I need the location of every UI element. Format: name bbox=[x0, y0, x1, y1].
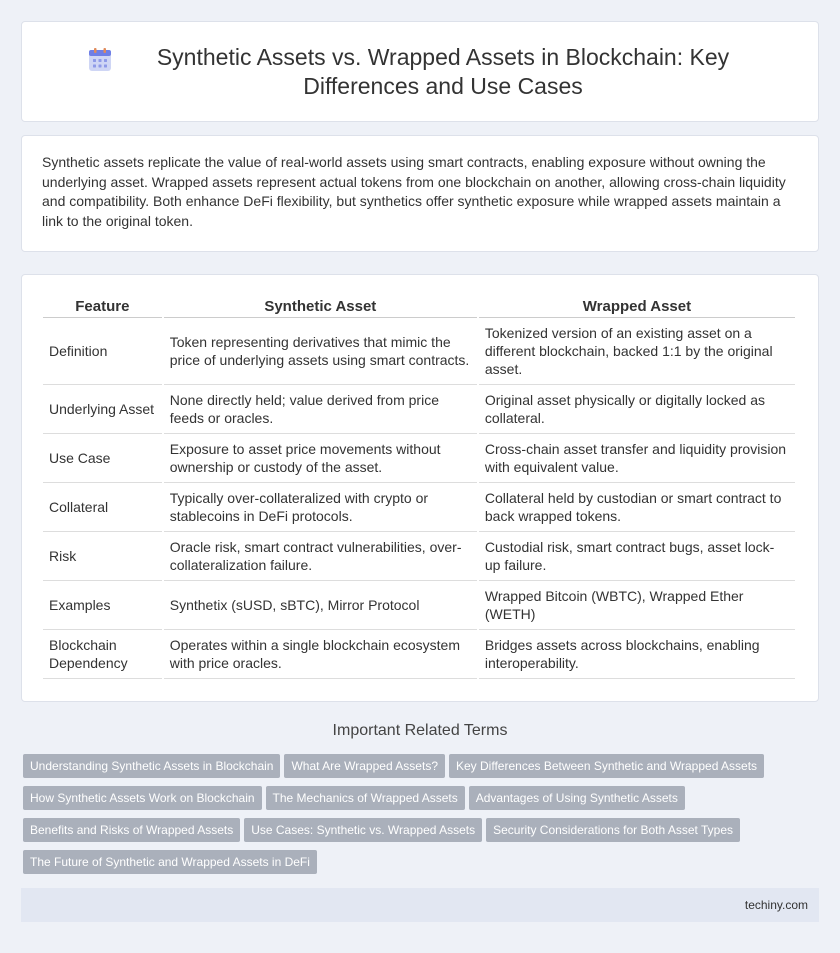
row-synthetic: None directly held; value derived from price feeds or oracles. bbox=[164, 385, 477, 434]
row-wrapped: Bridges assets across blockchains, enabling interoperability. bbox=[479, 630, 795, 679]
intro-card bbox=[21, 135, 819, 252]
related-term-link[interactable]: Use Cases: Synthetic vs. Wrapped Assets bbox=[244, 818, 482, 842]
related-term-link[interactable]: What Are Wrapped Assets? bbox=[284, 754, 445, 778]
related-term-link[interactable]: The Mechanics of Wrapped Assets bbox=[266, 786, 465, 810]
table-row bbox=[43, 318, 795, 385]
footer-site-link[interactable]: techiny.com bbox=[744, 898, 808, 912]
row-wrapped: Custodial risk, smart contract bugs, asset lock-up failure. bbox=[479, 532, 795, 581]
table-row bbox=[43, 630, 795, 679]
row-feature: Collateral bbox=[43, 483, 162, 532]
table-row bbox=[43, 581, 795, 630]
related-term-link[interactable]: Key Differences Between Synthetic and Wrapped Assets bbox=[449, 754, 764, 778]
row-feature: Definition bbox=[43, 318, 162, 385]
row-feature: Examples bbox=[43, 581, 162, 630]
row-synthetic: Synthetix (sUSD, sBTC), Mirror Protocol bbox=[164, 581, 477, 630]
row-synthetic: Exposure to asset price movements without ownership or custody of the asset. bbox=[164, 434, 477, 483]
calendar-icon bbox=[87, 47, 113, 73]
table-row bbox=[43, 532, 795, 581]
row-wrapped: Tokenized version of an existing asset on a different blockchain, backed 1:1 by the original asset. bbox=[479, 318, 795, 385]
related-term-link[interactable]: How Synthetic Assets Work on Blockchain bbox=[23, 786, 262, 810]
comparison-card bbox=[21, 274, 819, 702]
header-wrapped: Wrapped Asset bbox=[479, 295, 795, 318]
row-feature: Underlying Asset bbox=[43, 385, 162, 434]
related-terms-list bbox=[23, 754, 813, 882]
header-synthetic: Synthetic Asset bbox=[164, 295, 477, 318]
related-term-link[interactable]: Security Considerations for Both Asset Types bbox=[486, 818, 740, 842]
related-term-link[interactable]: Understanding Synthetic Assets in Blockchain bbox=[23, 754, 280, 778]
table-row bbox=[43, 385, 795, 434]
related-term-link[interactable]: The Future of Synthetic and Wrapped Assets in DeFi bbox=[23, 850, 317, 874]
related-terms-title: Important Related Terms bbox=[332, 722, 508, 739]
header-feature: Feature bbox=[43, 295, 162, 318]
page-title: Synthetic Assets vs. Wrapped Assets in Blockchain: Key Differences and Use Cases bbox=[156, 43, 730, 99]
footer bbox=[21, 888, 819, 922]
row-synthetic: Operates within a single blockchain ecosystem with price oracles. bbox=[164, 630, 477, 679]
table-row bbox=[43, 483, 795, 532]
related-term-link[interactable]: Benefits and Risks of Wrapped Assets bbox=[23, 818, 240, 842]
title-card bbox=[21, 21, 819, 122]
row-feature: Use Case bbox=[43, 434, 162, 483]
comparison-table bbox=[41, 295, 797, 679]
related-term-link[interactable]: Advantages of Using Synthetic Assets bbox=[469, 786, 685, 810]
intro-paragraph: Synthetic assets replicate the value of real-world assets using smart contracts, enabling exposure without owning the underlying asset. Wrapped assets represent actual tokens from one blockchain on another, allowing cross-chain liquidity and compatibility. Both enhance DeFi flexibility, but synthetics offer synthetic exposure while wrapped assets maintain a link to the original token. bbox=[42, 154, 786, 229]
row-wrapped: Wrapped Bitcoin (WBTC), Wrapped Ether (WETH) bbox=[479, 581, 795, 630]
row-wrapped: Original asset physically or digitally locked as collateral. bbox=[479, 385, 795, 434]
row-wrapped: Cross-chain asset transfer and liquidity provision with equivalent value. bbox=[479, 434, 795, 483]
table-row bbox=[43, 434, 795, 483]
row-wrapped: Collateral held by custodian or smart contract to back wrapped tokens. bbox=[479, 483, 795, 532]
row-feature: Risk bbox=[43, 532, 162, 581]
row-synthetic: Token representing derivatives that mimic the price of underlying assets using smart contracts. bbox=[164, 318, 477, 385]
row-feature: Blockchain Dependency bbox=[43, 630, 162, 679]
row-synthetic: Typically over-collateralized with crypto or stablecoins in DeFi protocols. bbox=[164, 483, 477, 532]
row-synthetic: Oracle risk, smart contract vulnerabilities, over-collateralization failure. bbox=[164, 532, 477, 581]
table-header-row bbox=[43, 295, 795, 318]
